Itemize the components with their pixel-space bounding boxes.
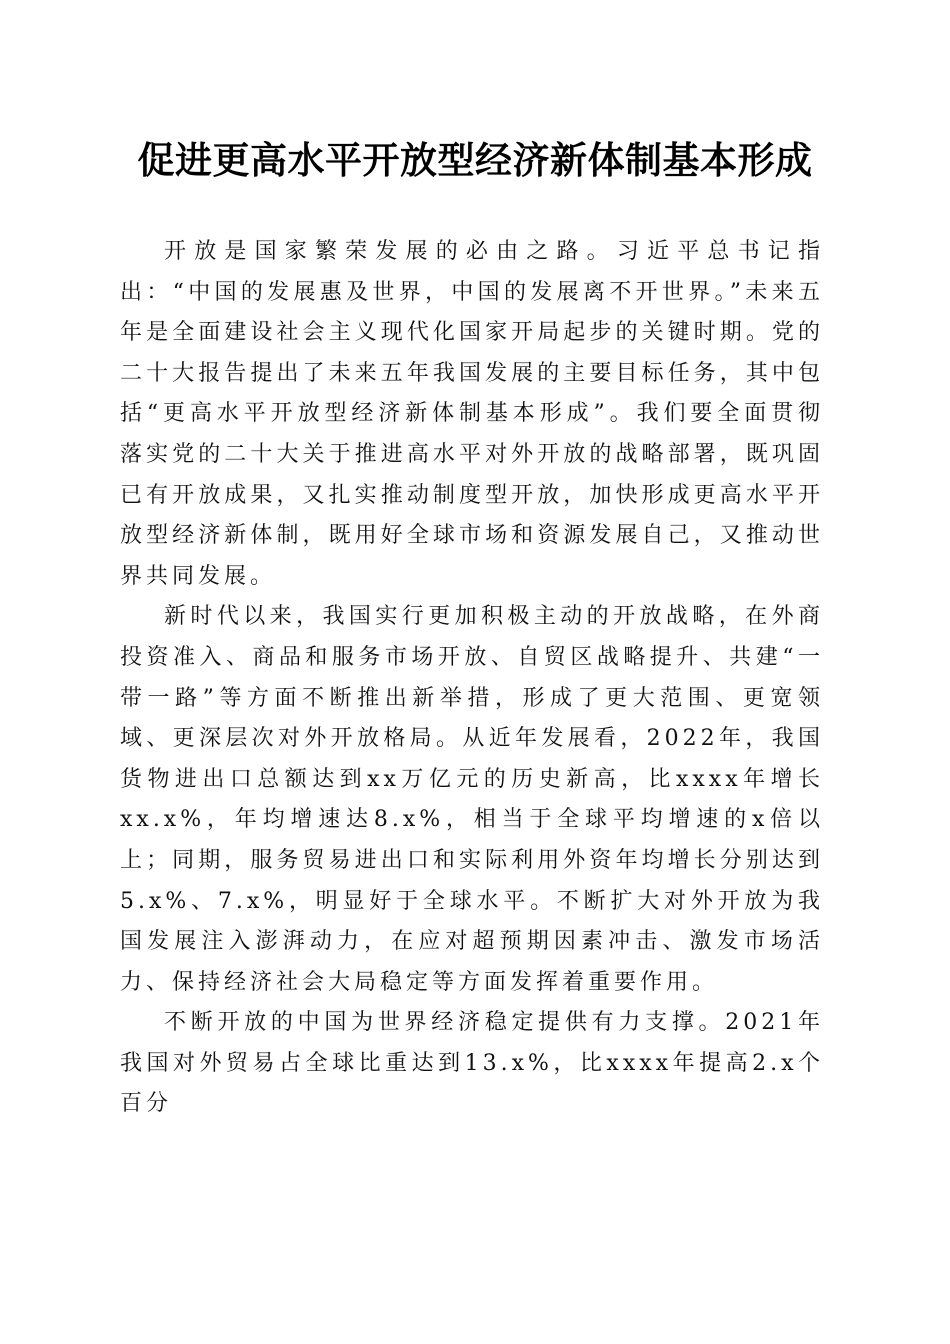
paragraph-2: 新时代以来，我国实行更加积极主动的开放战略，在外商投资准入、商品和服务市场开放、自贸区战略提升、共建“一带一路”等方面不断推出新举措，形成了更大范围、更宽领域、更深层次对外开放格局。从近年发展看，2022年，我国货物进出口总额达到xx万亿元的历史新高，比xxxx年增长xx.x%，年均增速达8.x%，相当于全球平均增速的x倍以上；同期，服务贸易进出口和实际利用外资年均增长分别达到5.x%、7.x%，明显好于全球水平。不断扩大对外开放为我国发展注入澎湃动力，在应对超预期因素冲击、激发市场活力、保持经济社会大局稳定等方面发挥着重要作用。 [120, 604, 824, 995]
document-body [120, 232, 824, 1125]
paragraph-1: 开放是国家繁荣发展的必由之路。习近平总书记指出：“中国的发展惠及世界，中国的发展离不开世界。”未来五年是全面建设社会主义现代化国家开局起步的关键时期。党的二十大报告提出了未来五年我国发展的主要目标任务，其中包括“更高水平开放型经济新体制基本形成”。我们要全面贯彻落实党的二十大关于推进高水平对外开放的战略部署，既巩固已有开放成果，又扎实推动制度型开放，加快形成更高水平开放型经济新体制，既用好全球市场和资源发展自己，又推动世界共同发展。 [120, 239, 824, 589]
document-title: 促进更高水平开放型经济新体制基本形成 [137, 138, 813, 182]
paragraph-3: 不断开放的中国为世界经济稳定提供有力支撑。2021年我国对外贸易占全球比重达到13.x%，比xxxx年提高2.x个百分 [120, 1010, 824, 1117]
